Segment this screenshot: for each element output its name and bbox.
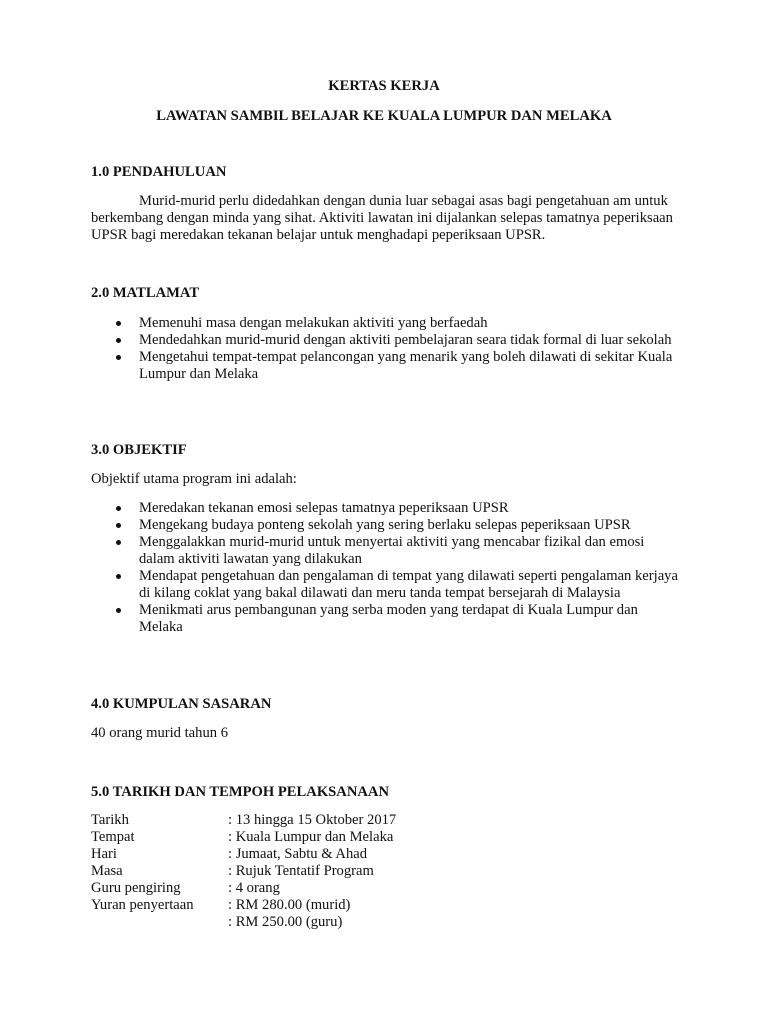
document-subtitle: LAWATAN SAMBIL BELAJAR KE KUALA LUMPUR DAN MELAKA bbox=[156, 108, 612, 124]
detail-row-yuran-guru bbox=[91, 914, 491, 931]
bullet-icon bbox=[116, 506, 121, 511]
details-table bbox=[91, 812, 491, 931]
sasaran-text: 40 orang murid tahun 6 bbox=[91, 725, 228, 741]
detail-value: : 4 orang bbox=[228, 880, 280, 896]
detail-value: : Kuala Lumpur dan Melaka bbox=[228, 829, 394, 845]
detail-row-masa bbox=[91, 863, 491, 880]
list-item-text: Memenuhi masa dengan melakukan aktiviti yang berfaedah bbox=[139, 315, 488, 331]
list-item bbox=[91, 517, 681, 534]
list-item-text: Mendedahkan murid-murid dengan aktiviti pembelajaran seara tidak formal di luar sekolah bbox=[139, 332, 672, 348]
objektif-intro: Objektif utama program ini adalah: bbox=[91, 471, 297, 487]
bullet-icon bbox=[116, 574, 121, 579]
detail-value: : Jumaat, Sabtu & Ahad bbox=[228, 846, 368, 862]
list-item-text: Menggalakkan murid-murid untuk menyertai aktiviti yang mencabar fizikal dan emosi dalam aktiviti lawatan yang dilakukan bbox=[139, 534, 645, 567]
matlamat-list bbox=[91, 315, 681, 383]
detail-row-tempat bbox=[91, 829, 491, 846]
list-item bbox=[91, 332, 681, 349]
list-item bbox=[91, 349, 681, 383]
detail-label: Guru pengiring bbox=[91, 880, 181, 896]
detail-label: Hari bbox=[91, 846, 117, 862]
detail-label: Yuran penyertaan bbox=[91, 897, 194, 913]
detail-row-hari bbox=[91, 846, 491, 863]
list-item bbox=[91, 534, 681, 568]
section-heading-tarikh: 5.0 TARIKH DAN TEMPOH PELAKSANAAN bbox=[91, 784, 389, 800]
detail-value: : 13 hingga 15 Oktober 2017 bbox=[228, 812, 397, 828]
list-item bbox=[91, 568, 681, 602]
bullet-icon bbox=[116, 321, 121, 326]
section-heading-objektif: 3.0 OBJEKTIF bbox=[91, 442, 187, 458]
detail-value: : Rujuk Tentatif Program bbox=[228, 863, 374, 879]
detail-row-guru-pengiring bbox=[91, 880, 491, 897]
detail-label: Masa bbox=[91, 863, 123, 879]
detail-value: : RM 280.00 (murid) bbox=[228, 897, 351, 913]
section-heading-pendahuluan: 1.0 PENDAHULUAN bbox=[91, 164, 227, 180]
bullet-icon bbox=[116, 540, 121, 545]
section-heading-matlamat: 2.0 MATLAMAT bbox=[91, 285, 200, 301]
objektif-list bbox=[91, 500, 681, 636]
detail-row-yuran-murid bbox=[91, 897, 491, 914]
pendahuluan-paragraph: Murid-murid perlu didedahkan dengan dunia luar sebagai asas bagi pengetahuan am untuk berkembang dengan minda yang sihat. Aktiviti lawatan ini dijalankan selepas tamatnya peperiksaan UPSR bagi meredakan tekanan belajar untuk menghadapi peperiksaan UPSR. bbox=[91, 193, 673, 243]
detail-row-tarikh bbox=[91, 812, 491, 829]
list-item-text: Mengekang budaya ponteng sekolah yang sering berlaku selepas peperiksaan UPSR bbox=[139, 517, 631, 533]
bullet-icon bbox=[116, 338, 121, 343]
bullet-icon bbox=[116, 523, 121, 528]
list-item bbox=[91, 500, 681, 517]
bullet-icon bbox=[116, 355, 121, 360]
list-item-text: Mengetahui tempat-tempat pelancongan yang menarik yang boleh dilawati di sekitar Kuala Lumpur dan Melaka bbox=[139, 349, 673, 382]
list-item bbox=[91, 602, 681, 636]
list-item-text: Mendapat pengetahuan dan pengalaman di tempat yang dilawati seperti pengalaman kerjaya di kilang coklat yang bakal dilawati dan meru tanda tempat bersejarah di Malaysia bbox=[139, 568, 678, 601]
detail-value: : RM 250.00 (guru) bbox=[228, 914, 343, 930]
detail-label bbox=[91, 914, 228, 931]
section-heading-sasaran: 4.0 KUMPULAN SASARAN bbox=[91, 696, 272, 712]
list-item bbox=[91, 315, 681, 332]
bullet-icon bbox=[116, 608, 121, 613]
document-title: KERTAS KERJA bbox=[328, 78, 440, 94]
list-item-text: Meredakan tekanan emosi selepas tamatnya peperiksaan UPSR bbox=[139, 500, 509, 516]
detail-label: Tarikh bbox=[91, 812, 129, 828]
detail-label: Tempat bbox=[91, 829, 135, 845]
list-item-text: Menikmati arus pembangunan yang serba moden yang terdapat di Kuala Lumpur dan Melaka bbox=[139, 602, 638, 635]
